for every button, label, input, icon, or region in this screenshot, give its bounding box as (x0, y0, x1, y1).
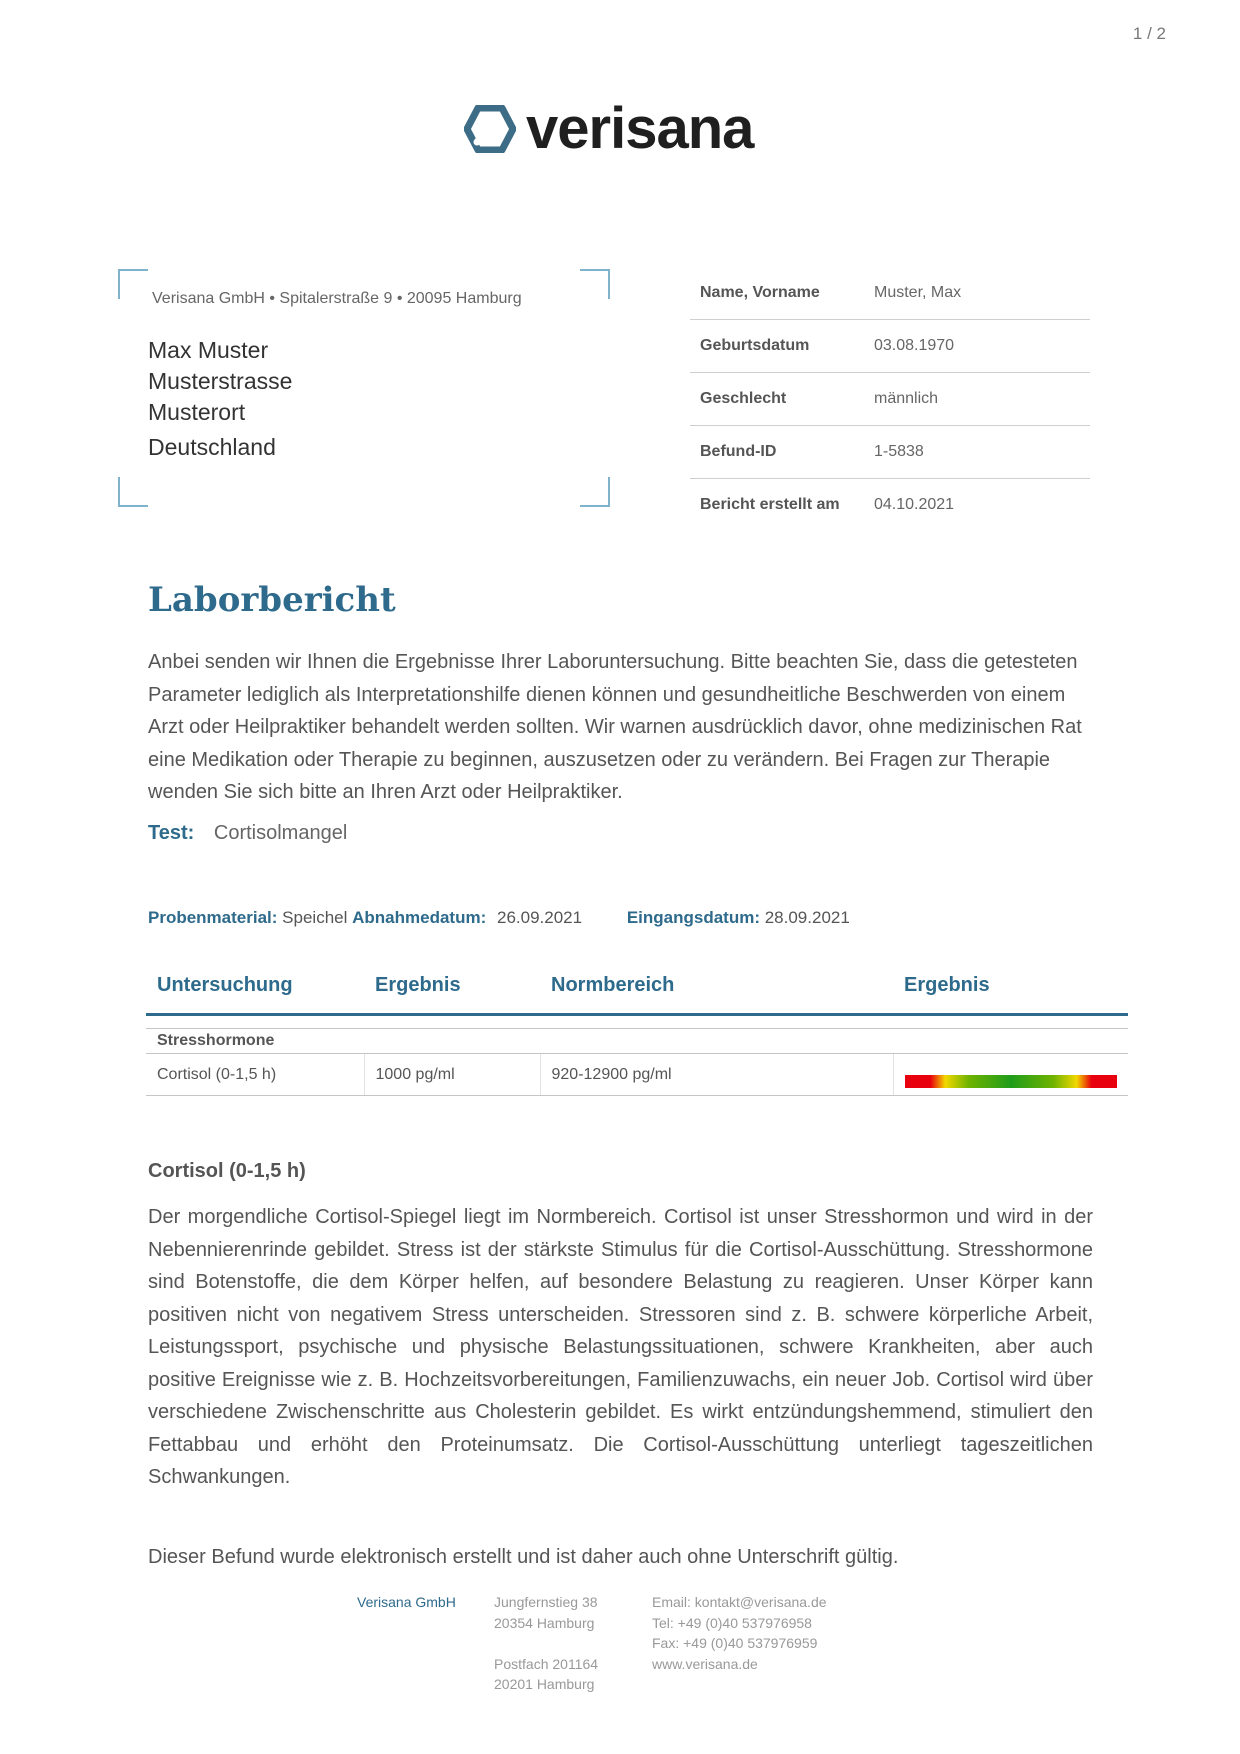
intro-paragraph: Anbei senden wir Ihnen die Ergebnisse Ihrer Laboruntersuchung. Bitte beachten Sie, dass die getesteten Parameter lediglich als Interpretationshilfe dienen können und gesundheitliche Beschwerden von einem Arzt oder Heilpraktiker behandelt werden sollten. Wir warnen ausdrücklich davor, ohne medizinischen Rat eine Medikation oder Therapie zu beginnen, auszusetzen oder zu verändern. Bei Fragen zur Therapie wenden Sie sich bitte an Ihren Arzt oder Heilpraktiker. (148, 651, 1082, 803)
footer-postbox-line: Postfach 201164 (494, 1655, 599, 1672)
patient-info-row (690, 479, 1090, 532)
results-spacer-row (146, 1015, 1128, 1029)
patient-info-label: Geschlecht (690, 373, 864, 426)
section-body: Der morgendliche Cortisol-Spiegel liegt im Normbereich. Cortisol ist unser Stresshormon und wird in der Nebennierenrinde gebildet. Stress ist der stärkste Stimulus für die Cortisol-Ausschüttung. Stresshormone sind Botenstoffe, die dem Körper helfen, auf besondere Belastung zu reagieren. Unser Körper kann positiven nicht von negativem Stress unterscheiden. Stressoren sind z. B. schwere körperliche Arbeit, Leistungssport, psychische und physische Belastungssituationen, schwere Krankheiten, aber auch positive Ereignisse wie z. B. Hochzeitsvorbereitungen, Familienzuwachs, ein neuer Job. Cortisol wird über verschiedene Zwischenschritte aus Cholesterin gebildet. Es wirkt entzündungshemmend, stimuliert den Fettabbau und erhöht den Proteinumsatz. Die Cortisol-Ausschüttung unterliegt tageszeitlichen Schwankungen. (148, 1206, 1093, 1488)
collection-date-label: Abnahmedatum: (352, 908, 487, 927)
result-value: 1000 pg/ml (364, 1054, 540, 1096)
patient-info-label: Befund-ID (690, 426, 864, 479)
result-range: 920-12900 pg/ml (540, 1054, 893, 1096)
patient-info-label: Bericht erstellt am (700, 496, 840, 513)
header-normbereich: Normbereich (540, 960, 893, 1015)
signature-note: Dieser Befund wurde elektronisch erstellt und ist daher auch ohne Unterschrift gültig. (148, 1546, 899, 1568)
address-frame-corner-br (580, 477, 610, 507)
header-ergebnis: Ergebnis (364, 960, 540, 1015)
material-value: Speichel (282, 908, 348, 927)
address-frame-corner-tr (580, 269, 610, 299)
footer-company: Verisana GmbH (357, 1594, 456, 1610)
recipient-country: Deutschland (148, 434, 276, 460)
footer-contact (652, 1592, 827, 1674)
receipt-date-value: 28.09.2021 (764, 908, 850, 927)
sample-info (148, 908, 850, 928)
patient-info-label: Geburtsdatum (690, 320, 864, 373)
footer-addresses (494, 1592, 598, 1695)
table-row (146, 1054, 1128, 1096)
test-line (148, 822, 347, 845)
recipient-address (148, 335, 292, 463)
recipient-name: Max Muster (148, 337, 269, 363)
patient-info-table (690, 267, 1090, 531)
footer-email: Email: kontakt@verisana.de (652, 1594, 827, 1610)
footer-address-line: 20354 Hamburg (494, 1614, 595, 1631)
patient-info-row (690, 373, 1090, 426)
collection-date-value: 26.09.2021 (496, 908, 583, 927)
results-header-row (146, 960, 1128, 1015)
patient-info-value: 1-5838 (864, 426, 1090, 479)
footer-website: www.verisana.de (652, 1655, 758, 1672)
section-title: Cortisol (0-1,5 h) (148, 1160, 306, 1182)
patient-info-value: 04.10.2021 (874, 496, 955, 513)
receipt-date-label: Eingangsdatum: (626, 908, 760, 927)
patient-info-row (690, 267, 1090, 320)
address-frame-corner-tl (118, 269, 148, 299)
recipient-street: Musterstrasse (148, 368, 293, 394)
test-value: Cortisolmangel (213, 822, 348, 844)
sender-line: Verisana GmbH • Spitalerstraße 9 • 20095 Hamburg (152, 290, 522, 307)
patient-info-value: Muster, Max (864, 267, 1090, 320)
verisana-logo-mark-icon (464, 105, 516, 153)
footer-phone: Tel: +49 (0)40 537976958 (652, 1614, 812, 1631)
results-table (146, 960, 1128, 1096)
patient-info-label: Name, Vorname (690, 267, 864, 320)
material-label: Probenmaterial: (148, 908, 278, 927)
page-number: 1 / 2 (1132, 24, 1166, 43)
address-frame-corner-bl (118, 477, 148, 507)
patient-info-row (690, 426, 1090, 479)
result-name: Cortisol (0-1,5 h) (146, 1054, 364, 1096)
patient-info-value: 03.08.1970 (864, 320, 1090, 373)
header-ergebnis-indicator: Ergebnis (893, 960, 1128, 1015)
verisana-logo (464, 96, 754, 161)
header-untersuchung: Untersuchung (146, 960, 364, 1015)
gauge-bar (905, 1075, 1117, 1088)
result-gauge (905, 1060, 1117, 1090)
patient-info-row (690, 320, 1090, 373)
logo-text: verisana (526, 96, 754, 161)
test-label: Test: (148, 822, 195, 844)
recipient-city: Musterort (148, 399, 246, 425)
report-title: Laborbericht (148, 580, 396, 620)
group-label: Stresshormone (146, 1029, 1128, 1054)
result-indicator-cell (893, 1054, 1128, 1096)
footer-postbox-line: 20201 Hamburg (494, 1676, 595, 1692)
results-group-row (146, 1029, 1128, 1054)
footer-address-line: Jungfernstieg 38 (494, 1594, 598, 1610)
patient-info-value: männlich (864, 373, 1090, 426)
footer-fax: Fax: +49 (0)40 537976959 (652, 1635, 818, 1651)
